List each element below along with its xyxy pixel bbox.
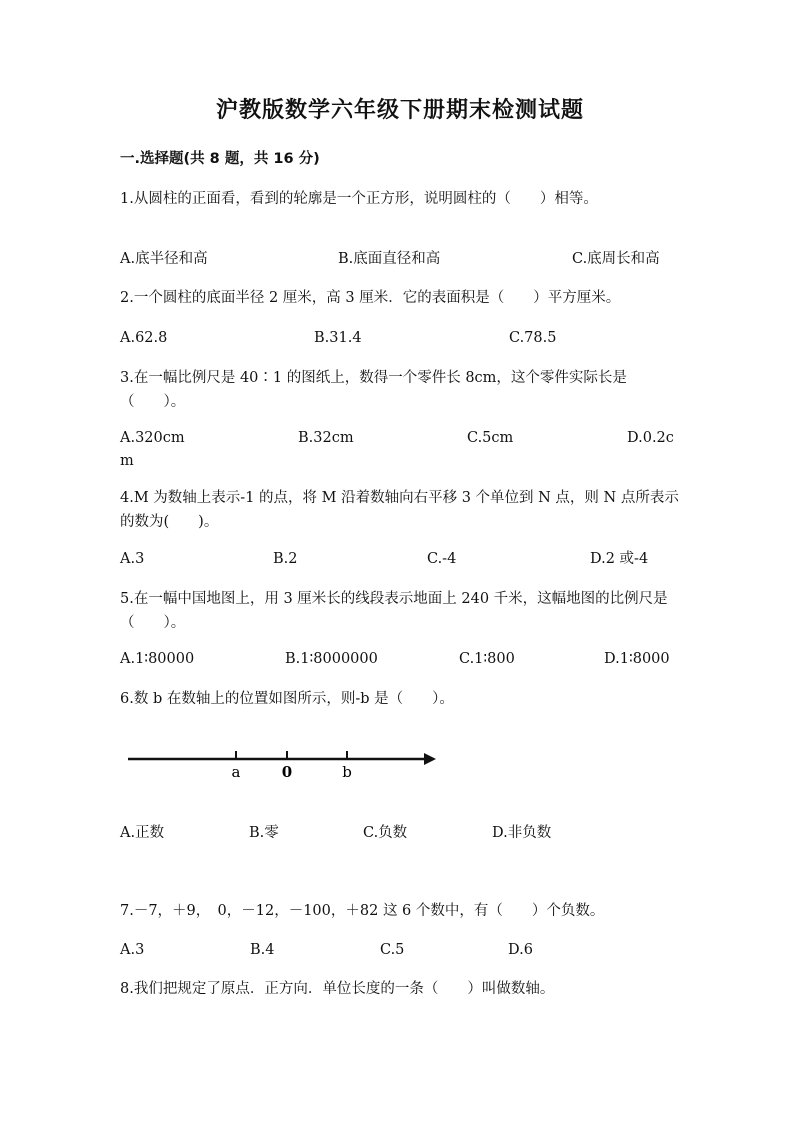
question-1: 1.从圆柱的正面看，看到的轮廓是一个正方形，说明圆柱的（ ）相等。 (120, 191, 598, 207)
question-4: 4.M 为数轴上表示-1 的点，将 M 沿着数轴向右平移 3 个单位到 N 点，则 N 点所表示的数为( )。 (120, 490, 679, 530)
q1-option-c[interactable]: C.底周长和高 (572, 251, 660, 267)
q5-option-b[interactable]: B.1∶8000000 (285, 651, 378, 667)
q3-option-b[interactable]: B.32cm (298, 430, 354, 446)
q5-option-c[interactable]: C.1∶800 (459, 651, 515, 667)
q7-option-a[interactable]: A.3 (120, 942, 145, 958)
q2-option-c[interactable]: C.78.5 (509, 330, 557, 346)
q3-option-d[interactable]: D.0.2c (627, 430, 674, 446)
question-7: 7.－7，＋9， 0，－12，－100，＋82 这 6 个数中，有（ ）个负数。 (120, 903, 605, 919)
q4-option-d[interactable]: D.2 或-4 (590, 551, 649, 567)
question-6: 6.数 b 在数轴上的位置如图所示，则-b 是（ ）。 (120, 691, 454, 707)
q6-option-c[interactable]: C.负数 (363, 825, 408, 841)
q2-option-a[interactable]: A.62.8 (120, 330, 168, 346)
q5-option-a[interactable]: A.1∶80000 (120, 651, 195, 667)
question-5: 5.在一幅中国地图上，用 3 厘米长的线段表示地面上 240 千米，这幅地图的比例尺是（ ）。 (120, 591, 668, 631)
q3-option-d-wrap: m (120, 453, 134, 469)
q1-option-b[interactable]: B.底面直径和高 (338, 251, 441, 267)
question-3: 3.在一幅比例尺是 40∶1 的图纸上，数得一个零件长 8cm，这个零件实际长是（ ）。 (120, 370, 627, 410)
q6-option-a[interactable]: A.正数 (120, 825, 165, 841)
q7-option-d[interactable]: D.6 (508, 942, 533, 958)
q6-option-d[interactable]: D.非负数 (492, 825, 552, 841)
label-a: a (231, 763, 241, 781)
q4-option-a[interactable]: A.3 (120, 551, 145, 567)
page-title: 沪教版数学六年级下册期末检测试题 (215, 98, 584, 123)
q5-option-d[interactable]: D.1∶8000 (604, 651, 670, 667)
q3-option-a[interactable]: A.320cm (120, 430, 185, 446)
q1-option-a[interactable]: A.底半径和高 (120, 251, 208, 267)
question-8: 8.我们把规定了原点．正方向．单位长度的一条（ ）叫做数轴。 (120, 981, 555, 997)
q7-option-c[interactable]: C.5 (380, 942, 405, 958)
number-line-figure (120, 742, 450, 782)
q4-option-b[interactable]: B.2 (273, 551, 298, 567)
label-b: b (342, 763, 352, 781)
q2-option-b[interactable]: B.31.4 (314, 330, 362, 346)
section-heading: 一.选择题(共 8 题，共 16 分) (120, 151, 320, 167)
question-2: 2.一个圆柱的底面半径 2 厘米，高 3 厘米．它的表面积是（ ）平方厘米。 (120, 290, 621, 306)
q7-option-b[interactable]: B.4 (250, 942, 275, 958)
q3-option-c[interactable]: C.5cm (467, 430, 514, 446)
label-zero: 0 (281, 763, 293, 781)
q6-option-b[interactable]: B.零 (249, 825, 279, 841)
q4-option-c[interactable]: C.-4 (427, 551, 457, 567)
number-line-arrow-icon (424, 753, 436, 765)
